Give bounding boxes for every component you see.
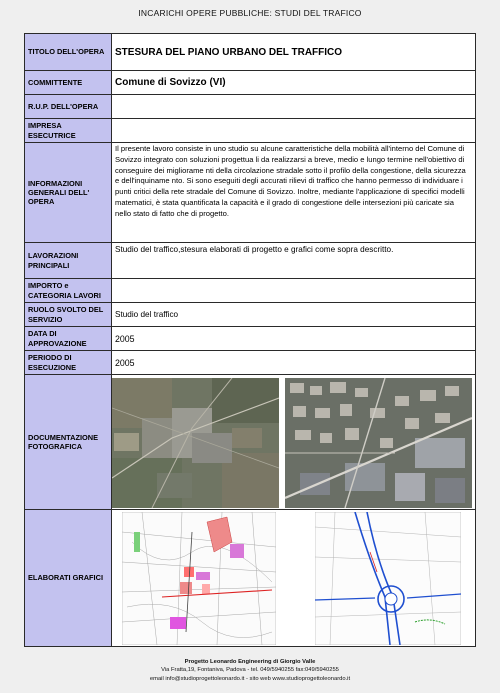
committente-value: Comune di Sovizzo (VI): [112, 71, 476, 95]
ruolo-label: RUOLO SVOLTO DEL SERVIZIO: [25, 303, 112, 327]
footer-contacts: email info@studioprogettoleonardo.it - sito web www.studioprogettoleonardo.it: [149, 675, 351, 682]
impresa-label: IMPRESA ESECUTRICE: [25, 119, 112, 143]
page-footer: [0, 658, 500, 683]
documentazione-value: [112, 375, 476, 510]
row-informazioni: [25, 143, 476, 243]
row-data: [25, 327, 476, 351]
periodo-label: PERIODO DI ESECUZIONE: [25, 351, 112, 375]
page-header: INCARICHI OPERE PUBBLICHE: STUDI DEL TRAFICO: [138, 8, 362, 18]
row-titolo: [25, 34, 476, 71]
informazioni-label: INFORMAZIONI GENERALI DELL' OPERA: [25, 143, 112, 243]
aerial-photo-detail: [285, 378, 472, 508]
row-importo: [25, 279, 476, 303]
row-elaborati: [25, 510, 476, 647]
traffic-plan-map: [122, 512, 276, 645]
row-committente: [25, 71, 476, 95]
elaborati-label: ELABORATI GRAFICI: [25, 510, 112, 647]
importo-value: [112, 279, 476, 303]
committente-label: COMMITTENTE: [25, 71, 112, 95]
data-value: 2005: [112, 327, 476, 351]
elaborati-value: [112, 510, 476, 647]
documentazione-label: DOCUMENTAZIONE FOTOGRAFICA: [25, 375, 112, 510]
periodo-value: 2005: [112, 351, 476, 375]
project-sheet-table: [24, 33, 476, 647]
footer-address: Via Fratta,19, Fontaniva, Padova - tel. 049/5940255 fax:049/5940255: [161, 667, 339, 674]
titolo-label: TITOLO DELL'OPERA: [25, 34, 112, 71]
titolo-value: STESURA DEL PIANO URBANO DEL TRAFFICO: [112, 34, 476, 71]
data-label: DATA DI APPROVAZIONE: [25, 327, 112, 351]
rup-label: R.U.P. DELL'OPERA: [25, 95, 112, 119]
row-documentazione: [25, 375, 476, 510]
roundabout-design-plan: [315, 512, 461, 645]
lavorazioni-value: Studio del traffico,stesura elaborati di progetto e grafici come sopra descritto.: [112, 243, 476, 279]
lavorazioni-label: LAVORAZIONI PRINCIPALI: [25, 243, 112, 279]
row-impresa: [25, 119, 476, 143]
importo-label: IMPORTO e CATEGORIA LAVORI: [25, 279, 112, 303]
impresa-value: [112, 119, 476, 143]
rup-value: [112, 95, 476, 119]
ruolo-value: Studio del traffico: [112, 303, 476, 327]
aerial-photo-overview: [112, 378, 279, 508]
informazioni-value: Il presente lavoro consiste in uno studio su alcune caratteristiche della mobilità all'interno del Comune di Sovizzo integrato con soluzioni progettua li da realizzarsi a breve, medio e lungo termine nell'obiettivo di conseguire dei migliorame nti della circolazione stradale sotto il profilo della congestione, della sicurezza e dell'inquiname nto. Si sono eseguiti degli accurati rilievi di traffico che hanno permesso di individuare i punti critici della rete stradale del Comune di Sovizzo. Inoltre, mediante l'applicazione di specifici modelli matematici, è stata quantificata la capacità e il grado di congestione delle intersezioni più caricate sia nello stato di fatto che di progetto.: [112, 143, 476, 243]
row-ruolo: [25, 303, 476, 327]
row-periodo: [25, 351, 476, 375]
row-lavorazioni: [25, 243, 476, 279]
row-rup: [25, 95, 476, 119]
footer-company: Progetto Leonardo Engineering di Giorgio Valle: [184, 659, 316, 665]
